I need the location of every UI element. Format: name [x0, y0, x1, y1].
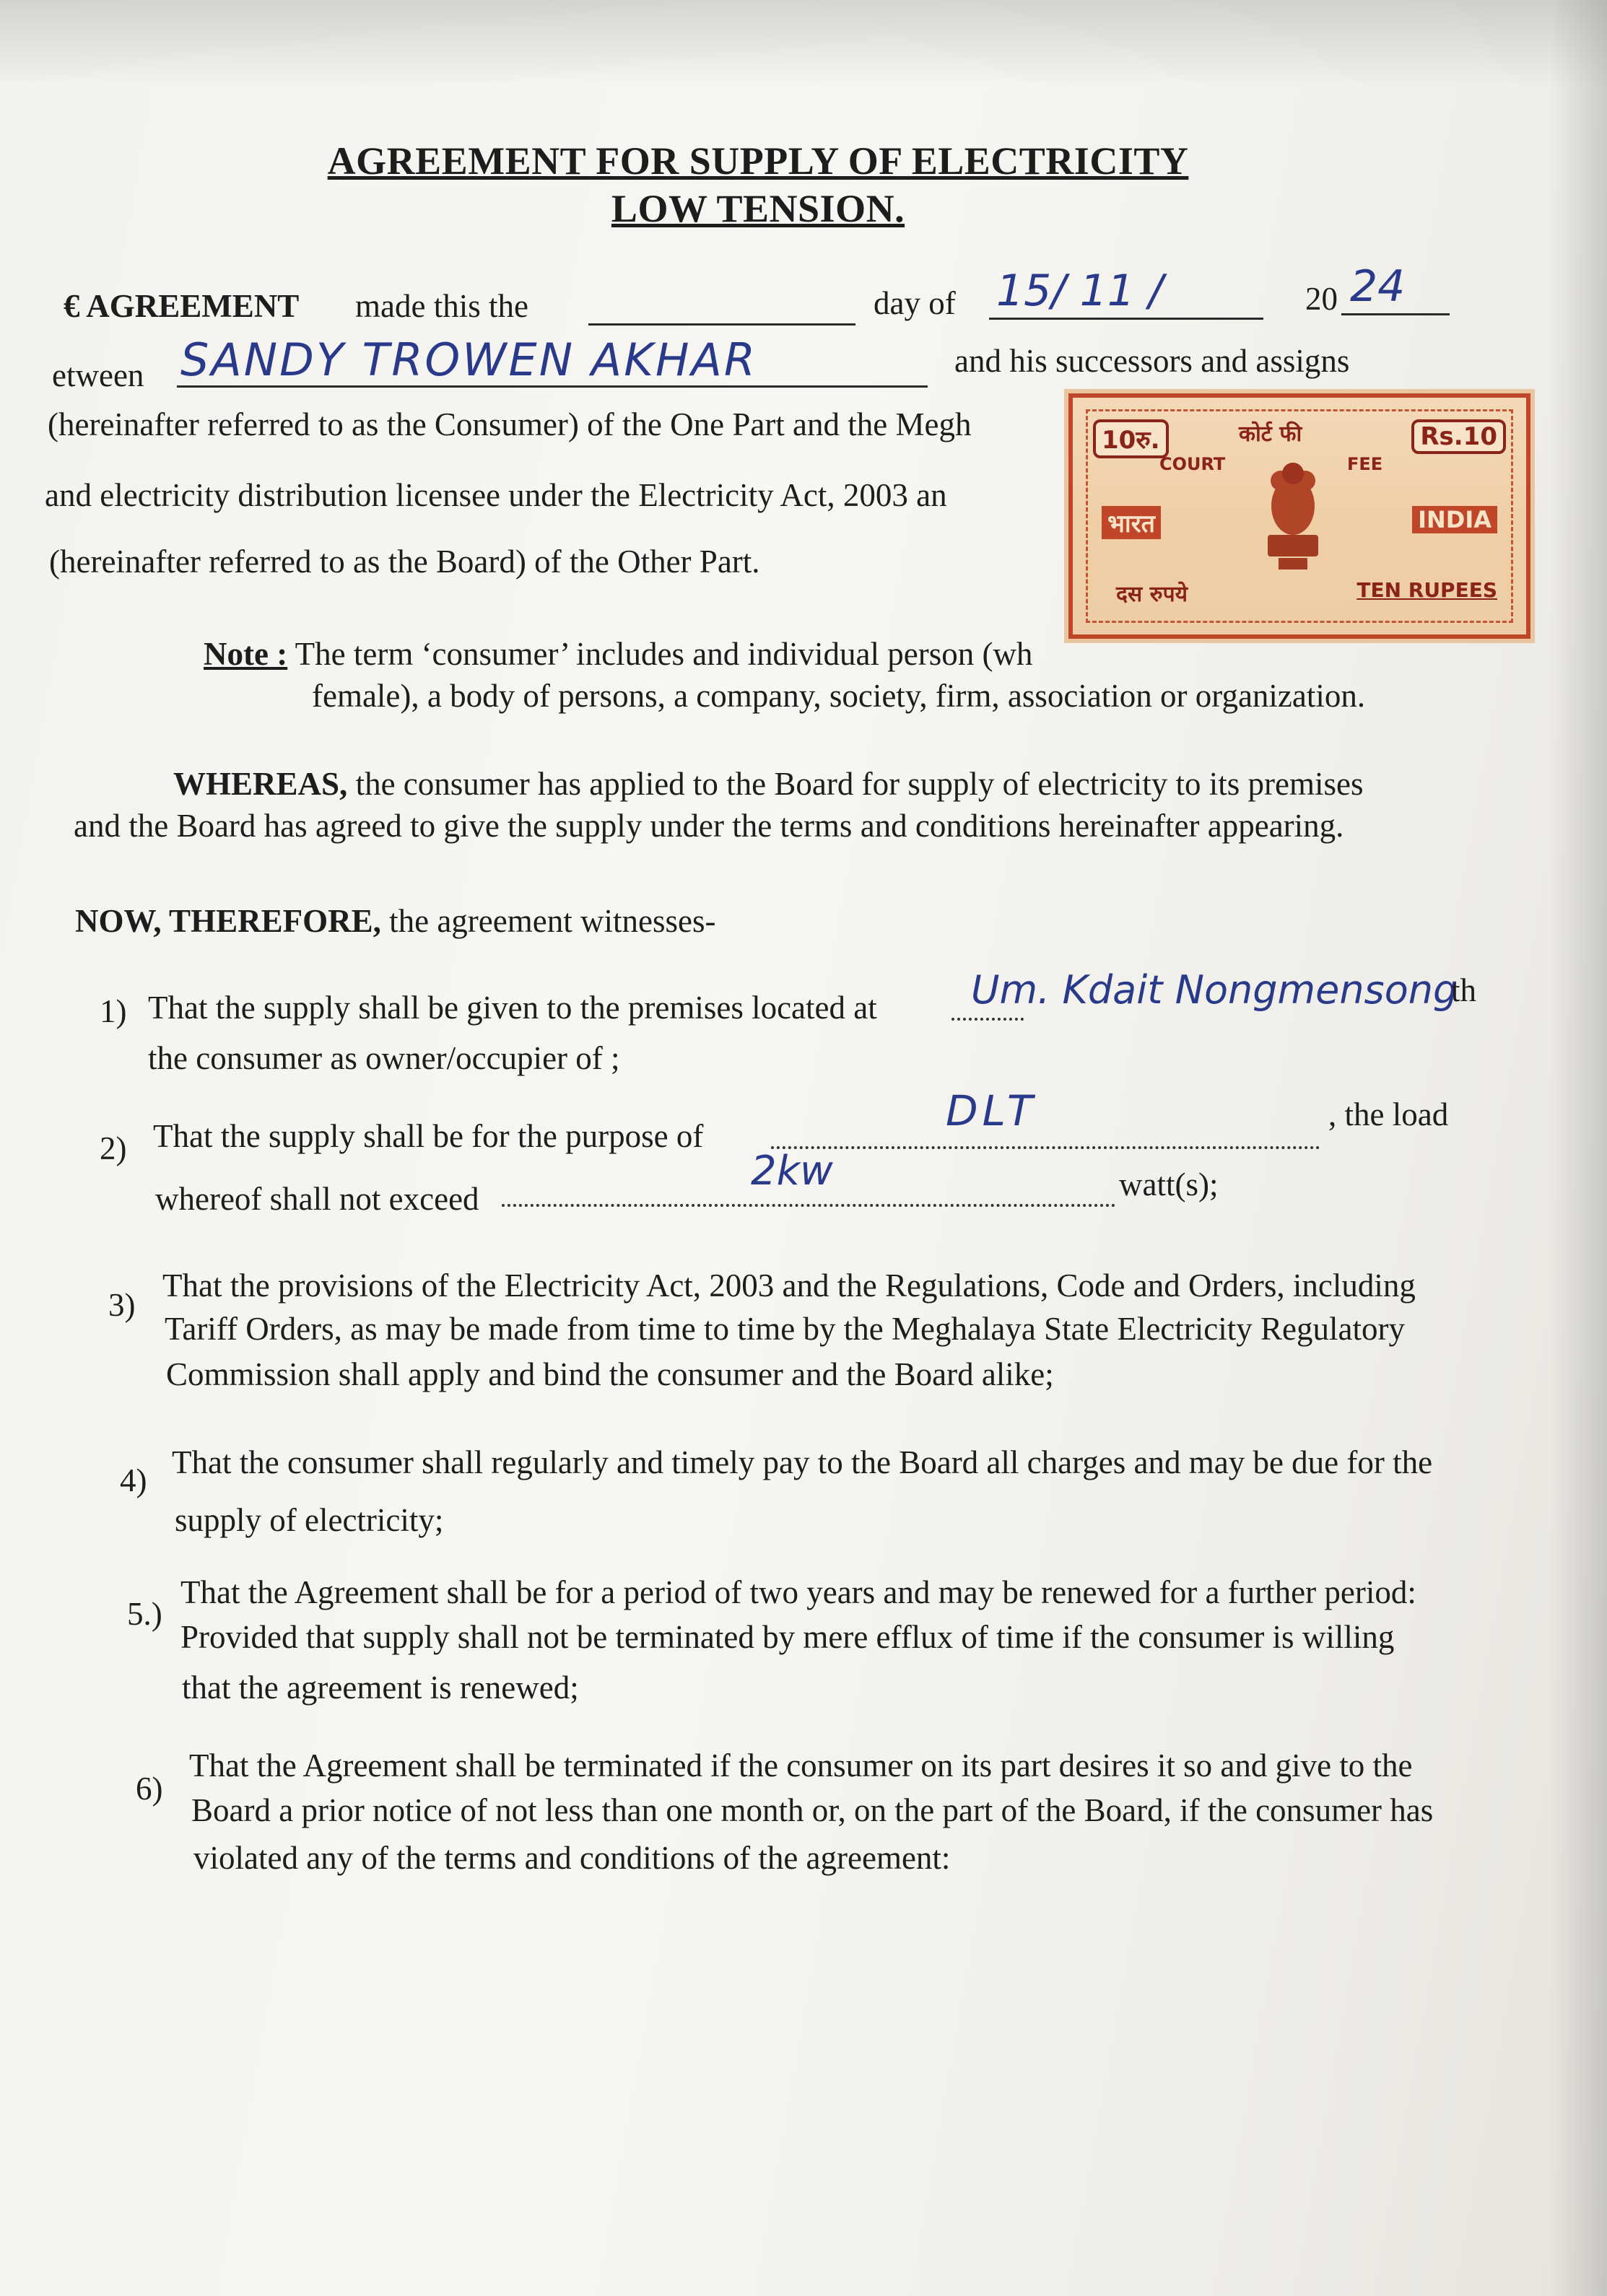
clause-2-line-2: whereof shall not exceed — [155, 1181, 479, 1217]
day-blank — [588, 323, 855, 326]
stamp-hindi-top: कोर्ट फी — [1239, 422, 1302, 447]
handwritten-consumer-name: SANDY TROWEN AKHAR — [180, 333, 757, 386]
intro-line-4: and electricity distribution licensee under the Electricity Act, 2003 an — [45, 477, 947, 513]
clause-2-line-1-end: , the load — [1328, 1096, 1449, 1132]
stamp-court: COURT — [1159, 454, 1226, 474]
whereas-line-2: and the Board has agreed to give the supply under the terms and conditions hereinafter appearing. — [74, 808, 1344, 844]
clause-5-line-1: That the Agreement shall be for a period of two years and may be renewed for a further period: — [180, 1574, 1416, 1610]
intro-agreement: € AGREEMENT — [64, 288, 300, 324]
clause-5-line-3: that the agreement is renewed; — [182, 1669, 579, 1706]
page-shadow-right — [1549, 0, 1607, 2296]
intro-line-3: (hereinafter referred to as the Consumer) of the One Part and the Megh — [48, 406, 972, 442]
clause-2-number: 2) — [100, 1130, 127, 1166]
court-fee-stamp — [1068, 393, 1530, 639]
clause-1-handwritten-location: Um. Kdait Nongmensong — [971, 967, 1458, 1013]
stamp-value-left: 10रु. — [1093, 419, 1169, 458]
ashoka-emblem-icon — [1253, 448, 1333, 578]
date-blank — [989, 318, 1263, 320]
clause-1-number: 1) — [100, 993, 127, 1029]
clause-2-load-dots — [502, 1204, 1115, 1207]
clause-6-line-1: That the Agreement shall be terminated if the consumer on its part desires it so and give to the — [189, 1747, 1413, 1784]
clause-1-line-2: the consumer as owner/occupier of ; — [148, 1040, 620, 1076]
clause-2-purpose-dots — [771, 1146, 1320, 1149]
year-prefix: 20 — [1305, 281, 1338, 317]
stamp-hindi-bottom: दस रुपये — [1116, 582, 1188, 607]
clause-6-number: 6) — [136, 1771, 163, 1807]
intro-between: etween — [52, 357, 144, 393]
clause-1-dots — [951, 1018, 1024, 1021]
clause-2-handwritten-purpose: DLT — [946, 1086, 1037, 1135]
whereas-line-1: WHEREAS, the consumer has applied to the Board for supply of electricity to its premises — [173, 766, 1364, 802]
clause-1-line-end: th — [1451, 972, 1477, 1008]
handwritten-date: 15/ 11 / — [996, 266, 1164, 316]
handwritten-year: 24 — [1350, 261, 1406, 312]
intro-day-of: day of — [874, 285, 956, 321]
note-line-1: Note : The term ‘consumer’ includes and individual person (wh — [204, 636, 1033, 672]
stamp-ten-rupees: TEN RUPEES — [1356, 578, 1497, 602]
clause-3-number: 3) — [108, 1287, 136, 1323]
stamp-bharat: भारत — [1102, 506, 1161, 539]
clause-6-line-2: Board a prior notice of not less than one month or, on the part of the Board, if the consumer has — [191, 1792, 1434, 1828]
clause-4-line-1: That the consumer shall regularly and timely pay to the Board all charges and may be due for the — [172, 1444, 1433, 1480]
title-line-1: AGREEMENT FOR SUPPLY OF ELECTRICITY — [327, 139, 1189, 183]
intro-successors: and his successors and assigns — [954, 343, 1350, 379]
clause-2-line-1: That the supply shall be for the purpose of — [153, 1118, 704, 1154]
stamp-value-right: Rs.10 — [1411, 419, 1506, 454]
clause-2-line-2-end: watt(s); — [1119, 1166, 1219, 1202]
title-line-2: LOW TENSION. — [611, 187, 905, 230]
clause-3-line-3: Commission shall apply and bind the consumer and the Board alike; — [166, 1356, 1054, 1392]
clause-5-number: 5.) — [127, 1596, 162, 1632]
clause-4-line-2: supply of electricity; — [175, 1502, 444, 1538]
clause-5-line-2: Provided that supply shall not be terminated by mere efflux of time if the consumer is willing — [180, 1619, 1395, 1655]
intro-made-this: made this the — [355, 288, 528, 324]
page-shadow — [0, 0, 1607, 87]
clause-2-handwritten-load: 2kw — [751, 1148, 833, 1195]
clause-3-line-2: Tariff Orders, as may be made from time to time by the Meghalaya State Electricity Regulatory — [165, 1311, 1405, 1347]
clause-6-line-3: violated any of the terms and conditions of the agreement: — [193, 1840, 951, 1876]
clause-4-number: 4) — [120, 1462, 147, 1498]
stamp-india: INDIA — [1412, 506, 1497, 533]
clause-3-line-1: That the provisions of the Electricity Act, 2003 and the Regulations, Code and Orders, including — [162, 1267, 1416, 1304]
clause-1-line-1: That the supply shall be given to the premises located at — [148, 990, 877, 1026]
intro-line-5: (hereinafter referred to as the Board) of the Other Part. — [49, 544, 760, 580]
note-line-2: female), a body of persons, a company, society, firm, association or organization. — [312, 678, 1366, 714]
year-blank — [1341, 313, 1450, 315]
stamp-fee: FEE — [1347, 454, 1383, 474]
now-therefore: NOW, THEREFORE, the agreement witnesses- — [75, 903, 716, 939]
